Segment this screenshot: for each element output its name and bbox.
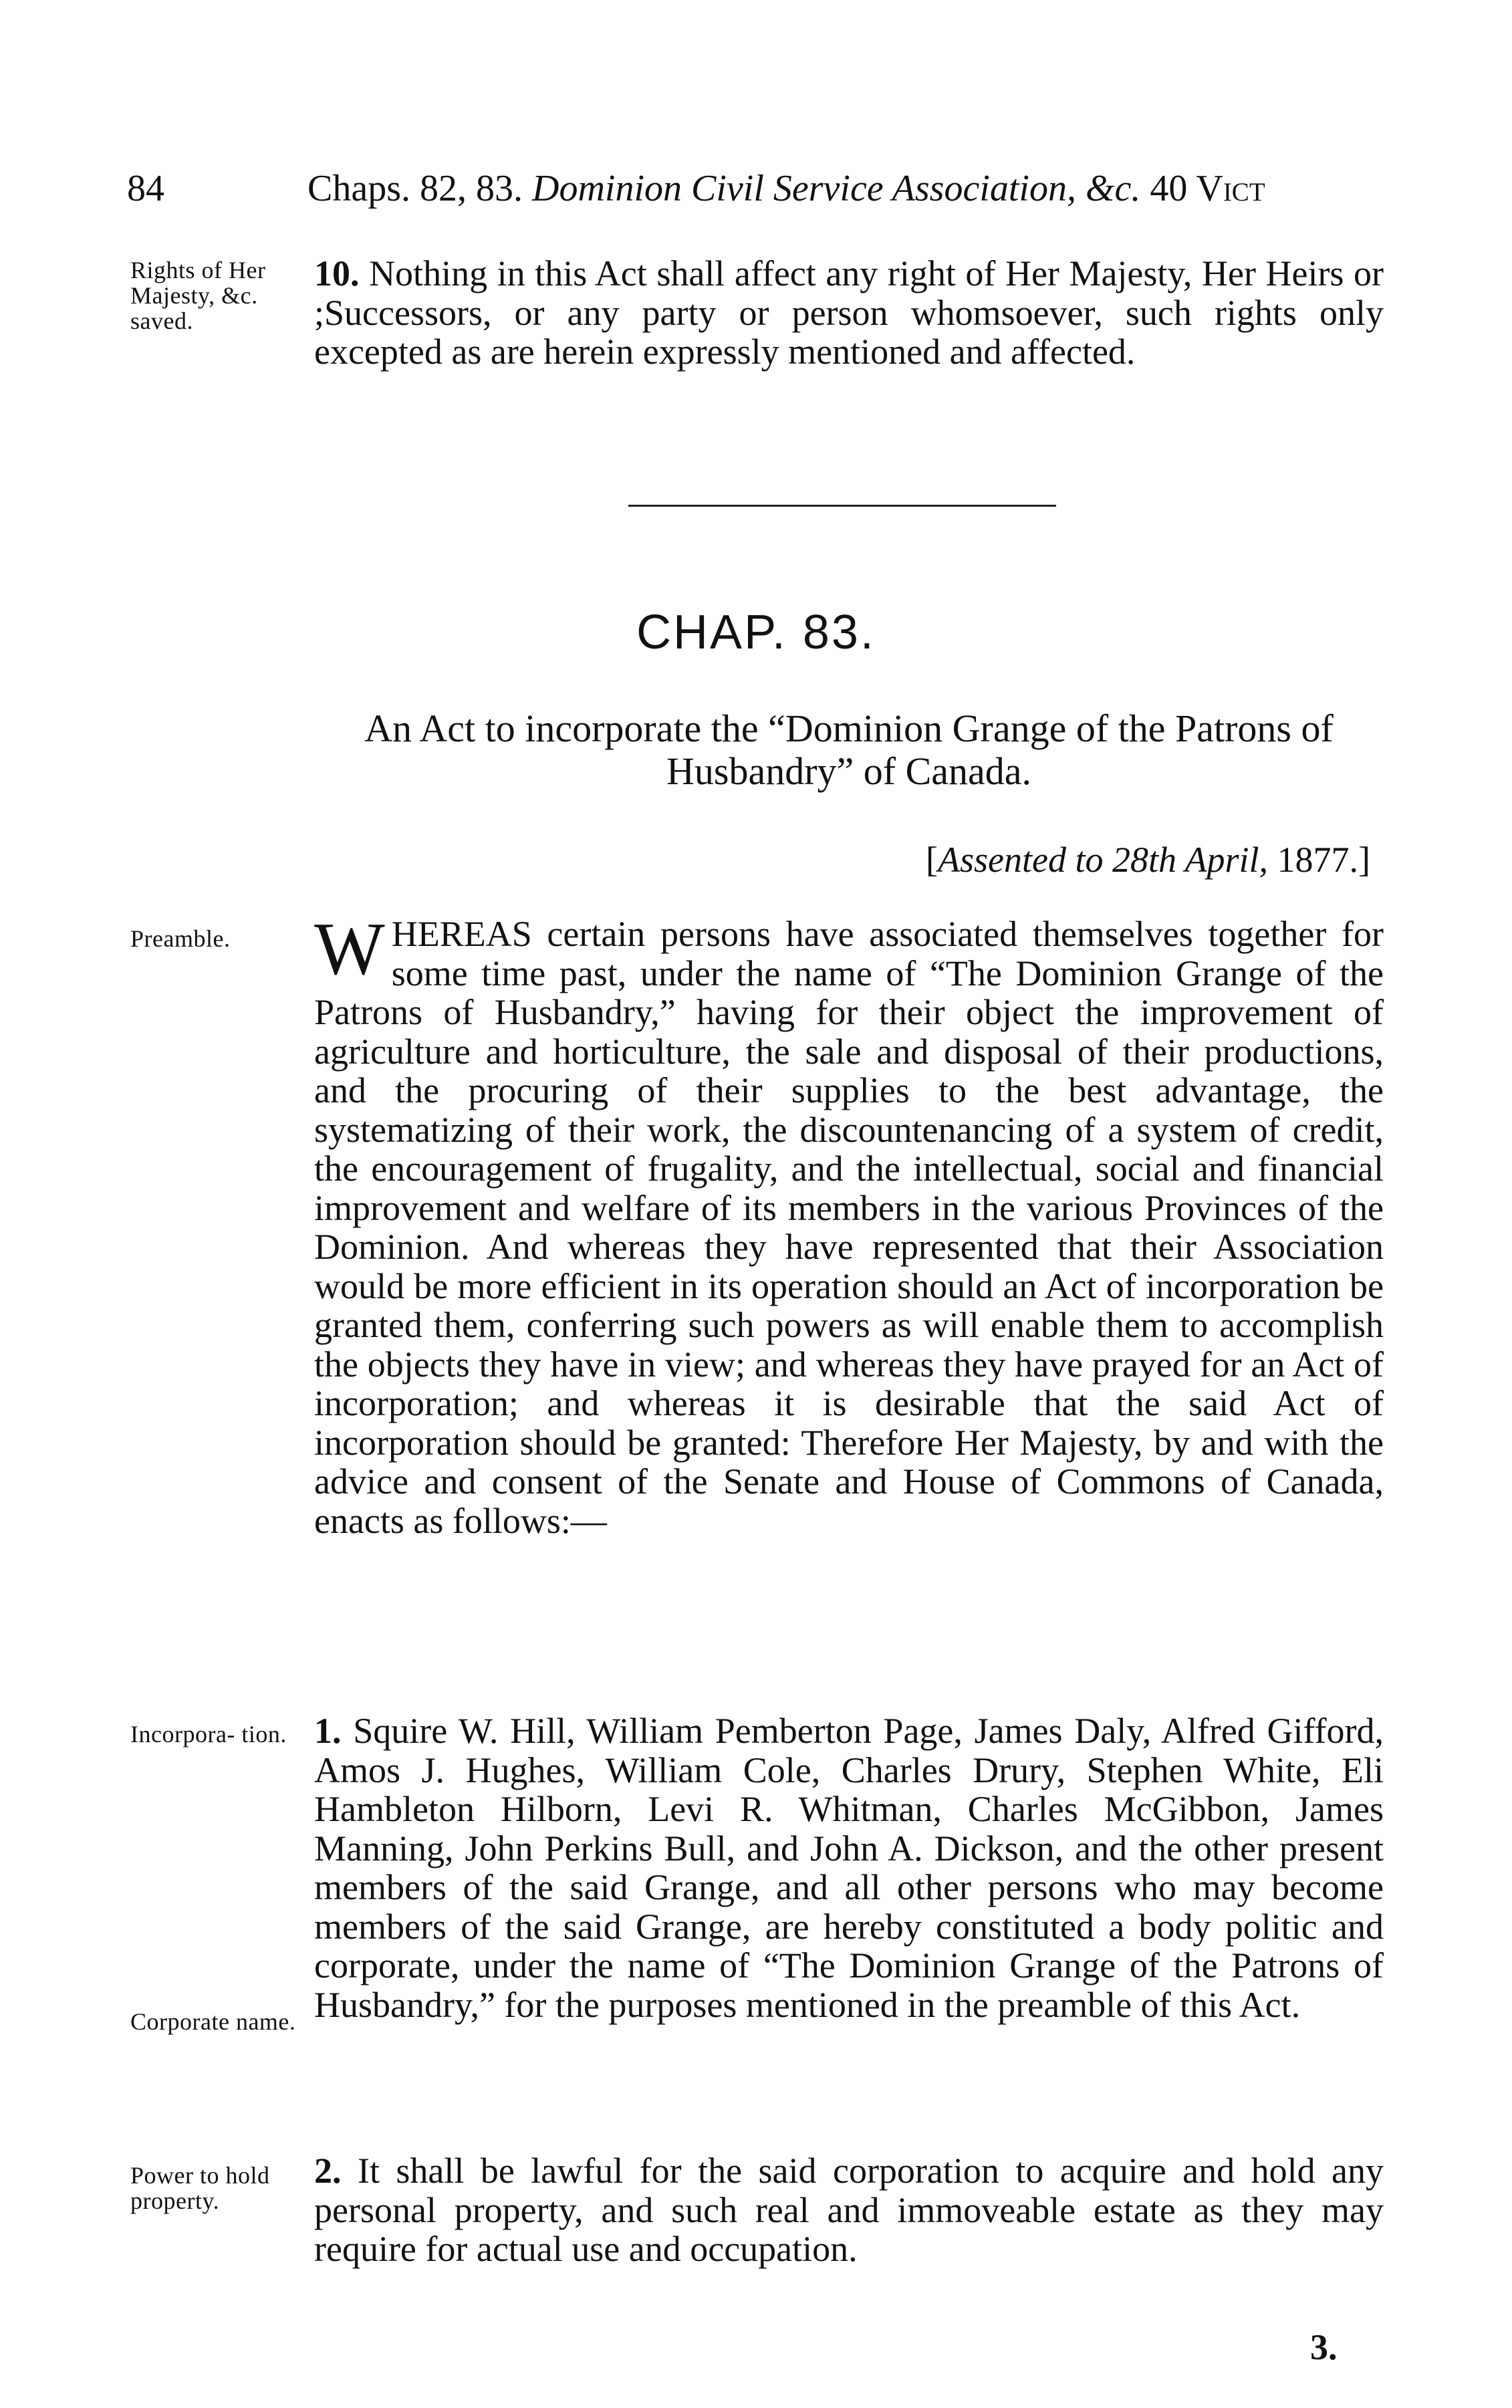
section-1-number: 1.: [314, 1711, 342, 1751]
section-10-number: 10.: [314, 253, 360, 293]
assent-date: Assented to 28th April,: [938, 840, 1269, 880]
page-number: 84: [127, 168, 164, 209]
section-divider-rule: [628, 505, 1056, 507]
margin-note-incorporation: Incorpora- tion.: [130, 1721, 287, 1748]
margin-note-power: Power to hold property.: [130, 2162, 270, 2214]
section-2-text: It shall be lawful for the said corporation to acquire and hold any personal property, and such real and immoveable estate as they may require for actual use and occupation.: [314, 2151, 1384, 2269]
running-head-title: Dominion Civil Service Association, &c.: [532, 168, 1141, 209]
margin-note-corporate-name: Corporate name.: [130, 2008, 296, 2035]
running-head-chaps: Chaps. 82, 83.: [307, 168, 523, 209]
section-10: [314, 254, 1384, 372]
assent-line: [Assented to 28th April, 1877.]: [926, 840, 1370, 880]
margin-note-preamble: Preamble.: [130, 925, 231, 952]
preamble-text: HEREAS certain persons have associated themselves together for some time past, under the name of “The Dominion Grange of the Patrons of Husbandry,” having for their object the improvement of agriculture and horticulture, the sale and disposal of their productions, and the procuring of their supplies to the best advantage, the systematizing of their work, the discountenancing of a system of credit, the encouragement of frugality, and the intellectual, social and financial improvement and welfare of its members in the various Provinces of the Dominion. And whereas they have represented that their Association would be more efficient in its operation should an Act of incorporation be granted them, conferring such powers as will enable them to accomplish the objects they have in view; and whereas they have prayed for an Act of incorporation; and whereas it is desirable that the said Act of incorporation should be granted: Therefore Her Majesty, by and with the advice and consent of the Senate and House of Commons of Canada, enacts as follows:—: [314, 914, 1384, 1541]
section-1-text: Squire W. Hill, William Pemberton Page, James Daly, Alfred Gifford, Amos J. Hughes, William Cole, Charles Drury, Stephen White, Eli Hambleton Hilborn, Levi R. Whitman, Charles McGibbon, James Manning, John Perkins Bull, and John A. Dickson, and the other present members of the said Grange, and all other persons who may become members of the said Grange, are hereby constituted a body politic and corporate, under the name of “The Dominion Grange of the Patrons of Husbandry,” for the purposes mentioned in the preamble of this Act.: [314, 1711, 1384, 2025]
section-2-number: 2.: [314, 2151, 342, 2191]
preamble-paragraph: [314, 908, 1384, 1541]
margin-note-rights: Rights of Her Majesty, &c. saved.: [130, 257, 266, 334]
section-10-text: Nothing in this Act shall affect any right of Her Majesty, Her Heirs or ;Successors, or any party or person whomsoever, such rights only excepted as are herein expressly mentioned and affected.: [314, 253, 1384, 372]
assent-year: 1877.: [1277, 840, 1359, 880]
act-title: An Act to incorporate the “Dominion Grange of the Patrons of Husbandry” of Canada.: [364, 707, 1334, 793]
drop-cap: W: [314, 908, 385, 991]
section-2: [314, 2151, 1384, 2269]
chapter-title: CHAP. 83.: [636, 606, 876, 659]
page-header: [127, 167, 1417, 221]
running-head-year: 40 Vict: [1150, 168, 1265, 209]
section-1: [314, 1711, 1384, 2024]
running-head: [307, 167, 1265, 210]
catchword: 3.: [1310, 2327, 1338, 2367]
